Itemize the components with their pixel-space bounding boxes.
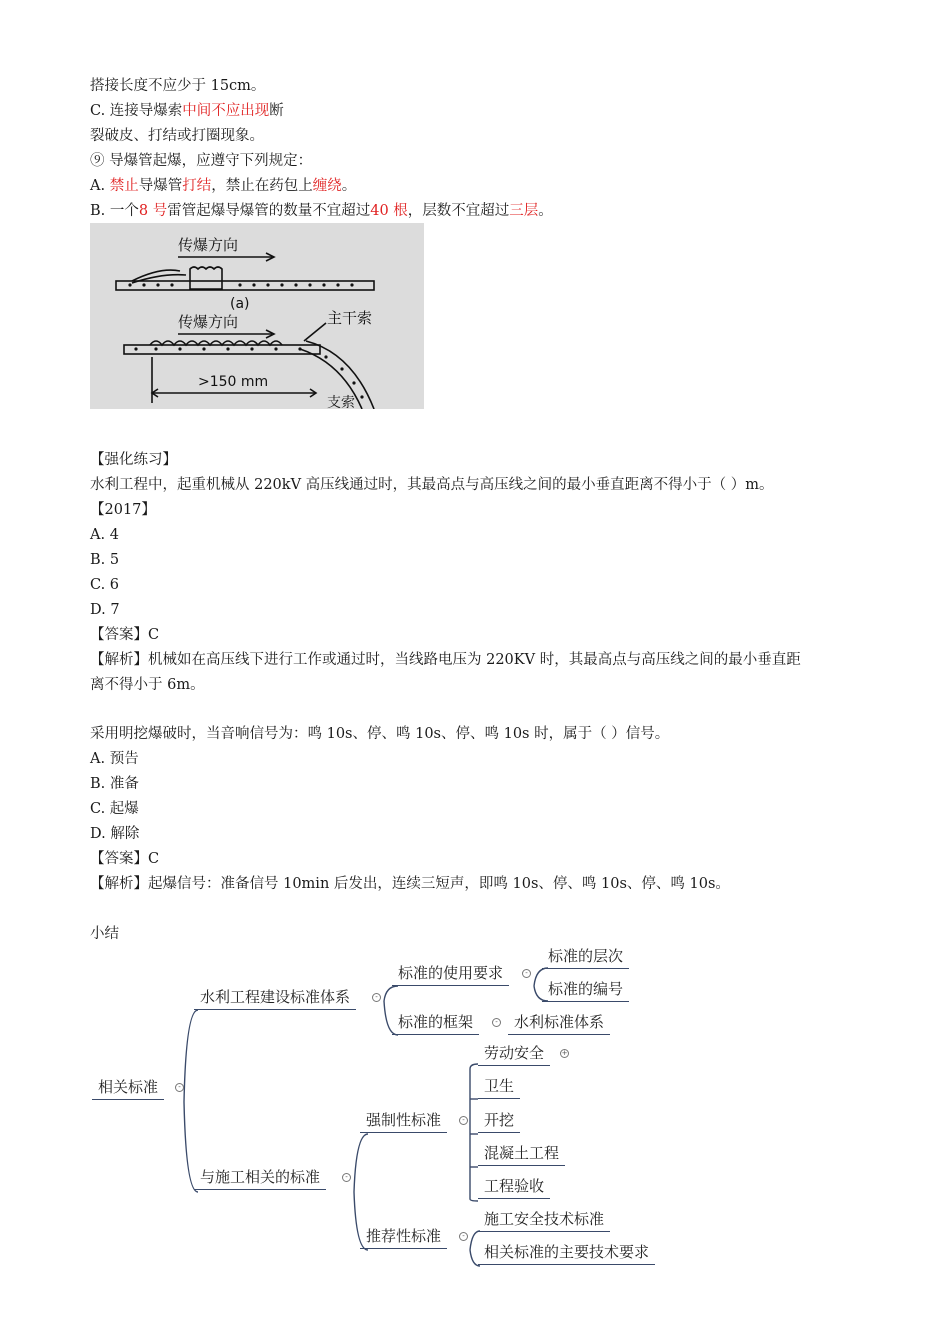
- text-segment: C. 连接导爆索: [90, 103, 183, 119]
- analysis-1-line1: 【解析】机械如在高压线下进行工作或通过时，当线路电压为 220KV 时，其最高点与高压线之间的最小垂直距: [90, 652, 801, 668]
- mindmap-leaf-acceptance: 工程验收: [478, 1177, 550, 1199]
- collapse-icon[interactable]: -: [372, 993, 381, 1002]
- question-year: 【2017】: [90, 502, 156, 518]
- highlight-text: 打结: [182, 178, 212, 194]
- connector: [354, 1134, 368, 1192]
- collapse-icon[interactable]: -: [342, 1173, 351, 1182]
- text-line-9: ⑨ 导爆管起爆，应遵守下列规定：: [90, 153, 313, 169]
- answer-1: 【答案】C: [90, 627, 160, 643]
- expand-icon[interactable]: +: [561, 1049, 568, 1057]
- question-2: 采用明挖爆破时，当音响信号为：鸣 10s、停、鸣 10s、停、鸣 10s 时，属于（ ）信号。: [90, 726, 670, 742]
- mindmap-root: 相关标准: [92, 1078, 164, 1100]
- text-segment: B. 一个: [90, 203, 139, 219]
- highlight-text: 40 根: [370, 203, 408, 219]
- text-line-c: [90, 101, 284, 121]
- branch-cord-label: 支索: [327, 395, 355, 409]
- highlight-text: 8 号: [138, 203, 168, 219]
- collapse-icon[interactable]: -: [492, 1018, 501, 1027]
- collapse-icon[interactable]: -: [175, 1083, 184, 1092]
- option-d: D. 7: [90, 602, 120, 618]
- question-1: 水利工程中，起重机械从 220kV 高压线通过时，其最高点与高压线之间的最小垂直距离不得小于（ ）m。: [90, 477, 774, 493]
- collapse-icon[interactable]: -: [522, 969, 531, 978]
- option-c: C. 6: [90, 577, 120, 593]
- collapse-icon[interactable]: -: [459, 1232, 468, 1241]
- practice-header: 【强化练习】: [90, 452, 177, 468]
- connector: [184, 1010, 198, 1102]
- text-line-lap-length: 搭接长度不应少于 15cm。: [90, 78, 266, 94]
- mindmap-node-construction-standards: 与施工相关的标准: [194, 1168, 326, 1190]
- text-line-crack: 裂破皮、打结或打圈现象。: [90, 128, 264, 144]
- highlight-text: 中间不应出现: [182, 103, 270, 119]
- mindmap-node-framework: 标准的框架: [392, 1013, 479, 1035]
- cord-a: [116, 281, 374, 290]
- mindmap-leaf-main-requirements: 相关标准的主要技术要求: [478, 1243, 655, 1265]
- sub-label-a: (a): [230, 296, 250, 312]
- mindmap-leaf-concrete: 混凝土工程: [478, 1144, 565, 1166]
- mindmap-node-usage-requirements: 标准的使用要求: [392, 964, 509, 986]
- dimension-label: >150 mm: [198, 374, 269, 390]
- mindmap-node-recommended: 推荐性标准: [360, 1227, 447, 1249]
- mindmap-node-standards-system: 水利工程建设标准体系: [194, 988, 356, 1010]
- text-segment: 雷管起爆导爆管的数量不宜超过: [167, 203, 371, 219]
- option-b: B. 5: [90, 552, 120, 568]
- analysis-1-line2: 离不得小于 6m。: [90, 677, 205, 693]
- connector: [470, 1134, 478, 1201]
- main-cord-label: 主干索: [327, 309, 373, 327]
- text-line-a: [90, 176, 356, 196]
- binding-a: [190, 267, 222, 289]
- option-c: C. 起爆: [90, 801, 139, 817]
- text-segment: ，禁止在药包上: [211, 178, 313, 194]
- text-segment: A.: [90, 178, 110, 194]
- mindmap-node-mandatory: 强制性标准: [360, 1111, 447, 1133]
- option-b: B. 准备: [90, 776, 139, 792]
- mindmap-leaf-labor-safety: 劳动安全: [478, 1044, 550, 1066]
- cord-b: [124, 345, 320, 354]
- text-segment: 导爆管: [138, 178, 183, 194]
- detonating-cord-figure: [90, 223, 424, 409]
- leader-main: [304, 323, 326, 341]
- text-segment: 。: [538, 203, 553, 219]
- option-a: A. 4: [90, 527, 119, 543]
- mindmap-leaf-safety-tech: 施工安全技术标准: [478, 1210, 610, 1232]
- direction-label-a: 传爆方向: [178, 236, 239, 254]
- connector: [470, 1064, 478, 1134]
- text-segment: 。: [341, 178, 357, 194]
- text-line-b: [90, 201, 553, 221]
- highlight-text: 禁止: [109, 178, 139, 194]
- mindmap-leaf-excavation: 开挖: [478, 1111, 520, 1133]
- cord-diagram: [90, 223, 424, 409]
- option-a: A. 预告: [90, 751, 139, 767]
- answer-2: 【答案】C: [90, 851, 160, 867]
- text-segment: ，层数不宜超过: [407, 203, 510, 219]
- direction-label-b: 传爆方向: [178, 313, 239, 331]
- analysis-2: 【解析】起爆信号：准备信号 10min 后发出，连续三短声，即鸣 10s、停、鸣 10s、停、鸣 10s。: [90, 876, 730, 892]
- collapse-icon[interactable]: -: [459, 1116, 468, 1125]
- mindmap-leaf-levels: 标准的层次: [542, 947, 629, 969]
- mindmap-leaf-hygiene: 卫生: [478, 1077, 520, 1099]
- mindmap-leaf-numbering: 标准的编号: [542, 980, 629, 1002]
- highlight-text: 三层: [509, 203, 539, 219]
- highlight-text: 缠绕: [312, 178, 342, 194]
- option-d: D. 解除: [90, 826, 140, 842]
- text-segment: 断: [269, 103, 284, 119]
- connector: [384, 986, 398, 1001]
- summary-heading: 小结: [90, 926, 119, 942]
- mindmap-leaf-water-system: 水利标准体系: [508, 1013, 610, 1035]
